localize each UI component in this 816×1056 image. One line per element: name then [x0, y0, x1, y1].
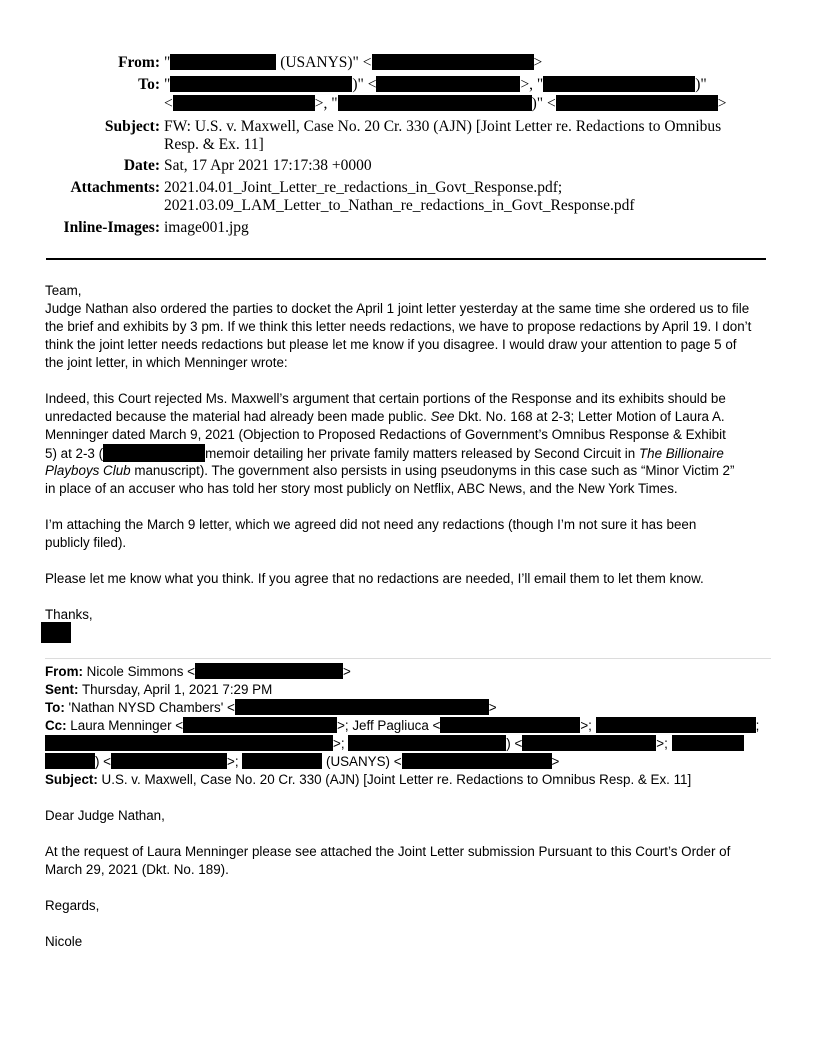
quote-line: unredacted because the material had already been made public. See Dkt. No. 168 at 2-3; Letter Motion of Laura A. — [45, 409, 725, 424]
to-label: To: — [138, 76, 160, 93]
redaction-box — [596, 717, 756, 733]
to-text: )" < — [531, 95, 556, 112]
quote-line: Playboys Club manuscript). The government also persists in using pseudonyms in this case such as “Minor Victim 2” — [45, 463, 735, 478]
header-divider — [46, 258, 766, 260]
closing: Thanks, — [45, 607, 93, 622]
redaction-box — [543, 76, 695, 92]
redaction-box — [235, 699, 489, 715]
fwd-sent-row: Sent: Thursday, April 1, 2021 7:29 PM — [45, 682, 273, 697]
message-separator — [45, 658, 771, 659]
redaction-box — [173, 95, 315, 111]
quote-line: in place of an accuser who has told her story most publicly on Netflix, ABC News, and the New York Times. — [45, 481, 678, 496]
paragraph-line: the joint letter, in which Menninger wrote: — [45, 355, 288, 370]
forwarded-message — [45, 663, 759, 951]
redaction-box — [183, 717, 337, 733]
quote-line: 5) at 2-3 ( memoir detailing her private family matters released by Second Circuit in The Billionaire — [45, 446, 724, 461]
paragraph-line: think the joint letter needs redactions but please let me know if you disagree. I would draw your attention to page 5 of — [45, 337, 737, 352]
fwd-to-row: To: 'Nathan NYSD Chambers' < > — [45, 700, 497, 715]
redaction-box — [45, 753, 95, 769]
redaction-box — [45, 735, 333, 751]
attachment-file[interactable]: 2021.04.01_Joint_Letter_re_redactions_in_Govt_Response.pdf; — [164, 179, 563, 196]
from-text: (USANYS)" < — [276, 54, 372, 71]
redaction-box — [195, 663, 343, 679]
subject-value: FW: U.S. v. Maxwell, Case No. 20 Cr. 330 (AJN) [Joint Letter re. Redactions to Omnibus — [164, 118, 722, 135]
quote-line: Menninger dated March 9, 2021 (Objection to Proposed Redactions of Government’s Omnibus Response & Exhibit — [45, 427, 726, 442]
redaction-box — [111, 753, 227, 769]
signature-redaction — [41, 622, 71, 643]
greeting: Team, — [45, 283, 82, 298]
redaction-box — [556, 95, 718, 111]
inline-images-label: Inline-Images: — [63, 219, 160, 236]
fwd-cc-row: Cc: Laura Menninger < >; Jeff Pagliuca < >; ; — [45, 718, 760, 733]
redaction-box — [348, 735, 506, 751]
redaction-box — [170, 54, 276, 70]
fwd-from-row: From: Nicole Simmons < > — [45, 664, 351, 679]
redaction-box — [440, 717, 580, 733]
to-text: >, " — [520, 76, 544, 93]
fwd-subject-row: Subject: U.S. v. Maxwell, Case No. 20 Cr. 330 (AJN) [Joint Letter re. Redactions to Omnibus Resp. & Ex. 11] — [45, 772, 692, 787]
redaction-box — [103, 444, 205, 462]
redaction-box — [402, 753, 552, 769]
paragraph-line: Judge Nathan also ordered the parties to docket the April 1 joint letter yesterday at the same time she ordered us to file — [45, 301, 750, 316]
to-text: " — [164, 76, 171, 93]
attachment-file[interactable]: 2021.03.09_LAM_Letter_to_Nathan_re_redactions_in_Govt_Response.pdf — [164, 197, 635, 214]
fwd-body-line: March 29, 2021 (Dkt. No. 189). — [45, 862, 229, 877]
attachments-label: Attachments: — [70, 179, 160, 196]
date-value: Sat, 17 Apr 2021 17:17:38 +0000 — [164, 157, 372, 174]
subject-value-cont: Resp. & Ex. 11] — [164, 136, 264, 153]
redaction-box — [672, 735, 744, 751]
redaction-box — [170, 76, 352, 92]
to-text: < — [164, 95, 173, 112]
redaction-box — [242, 753, 322, 769]
redaction-box — [338, 95, 532, 111]
fwd-signature: Nicole — [45, 934, 83, 949]
redaction-box — [372, 54, 534, 70]
message-body — [45, 282, 751, 624]
fwd-salutation: Dear Judge Nathan, — [45, 808, 165, 823]
fwd-cc-row-cont: >; ) < >; — [45, 735, 759, 753]
paragraph-line: publicly filed). — [45, 535, 127, 550]
fwd-body-line: At the request of Laura Menninger please see attached the Joint Letter submission Pursuant to this Court’s Order of — [45, 844, 731, 859]
fwd-cc-row-cont: ) < >; (USANYS) < > — [45, 753, 759, 771]
inline-image-file[interactable]: image001.jpg — [164, 219, 249, 236]
to-text: )" — [695, 76, 707, 93]
from-label: From: — [118, 54, 160, 71]
paragraph-line: Please let me know what you think. If you agree that no redactions are needed, I’ll email them to let them know. — [45, 571, 704, 586]
to-text: >, " — [314, 95, 338, 112]
to-text: )" < — [352, 76, 377, 93]
subject-label: Subject: — [104, 118, 160, 135]
date-label: Date: — [123, 157, 160, 174]
from-text: > — [533, 54, 543, 71]
paragraph-line: I’m attaching the March 9 letter, which we agreed did not need any redactions (though I’m not sure it has been — [45, 517, 697, 532]
redaction-box — [376, 76, 520, 92]
redaction-box — [522, 735, 656, 751]
from-text: " — [164, 54, 171, 71]
quote-line: Indeed, this Court rejected Ms. Maxwell’s argument that certain portions of the Response and its exhibits should be — [45, 391, 726, 406]
paragraph-line: the brief and exhibits by 3 pm. If we think this letter needs redactions, we have to propose redactions by April 19. I don’t — [45, 319, 752, 334]
fwd-regards: Regards, — [45, 898, 100, 913]
to-text: > — [717, 95, 727, 112]
